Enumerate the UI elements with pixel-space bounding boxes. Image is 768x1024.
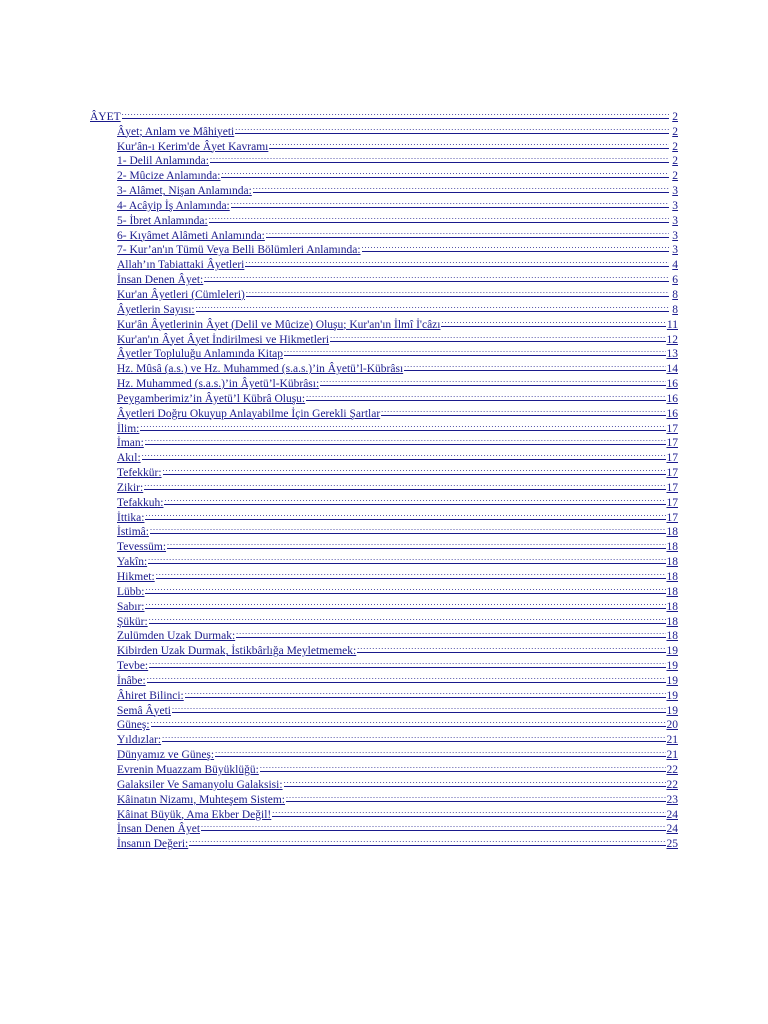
- toc-entry-title: Hz. Mûsâ (a.s.) ve Hz. Muhammed (s.a.s.)’in Âyetü’l-Kübrâsı: [117, 363, 404, 376]
- toc-entry-title: Tefekkür:: [117, 467, 162, 480]
- toc-entry-title: İnsan Denen Âyet:: [117, 274, 204, 287]
- dot-leader: [150, 520, 666, 535]
- toc-entry-title: Allah’ın Tabiattaki Âyetleri: [117, 259, 245, 272]
- toc-entry-link[interactable]: [90, 610, 678, 628]
- dot-leader: [164, 490, 665, 505]
- dot-leader: [253, 178, 669, 193]
- toc-entry-link[interactable]: [90, 699, 678, 717]
- dot-leader: [245, 252, 669, 267]
- toc-entry-page-number: 8: [672, 303, 678, 316]
- toc-entry-page-number: 19: [666, 689, 678, 702]
- toc-entry-title: Kâinat Büyük, Ama Ekber Değil!: [117, 808, 272, 821]
- toc-entry-title: 5- İbret Anlamında:: [117, 214, 208, 227]
- toc-entry-link[interactable]: [90, 728, 678, 747]
- dot-leader: [284, 342, 665, 357]
- toc-entry-title: Kur'ân Âyetlerinin Âyet (Delil ve Mûcize) Oluşu; Kur'an'ın İlmî İ'câzı: [117, 318, 441, 331]
- toc-entry-title: İstimâ:: [117, 526, 149, 539]
- toc-entry-page-number: 2: [672, 125, 678, 138]
- dot-leader: [147, 668, 666, 683]
- toc-entry-title: İlim:: [117, 422, 140, 435]
- dot-leader: [441, 312, 665, 327]
- toc-entry-page-number: 19: [666, 674, 678, 687]
- toc-entry-title: Kur'ân-ı Kerim'de Âyet Kavramı: [117, 140, 269, 153]
- toc-entry-title: İnsan Denen Âyet: [117, 823, 201, 836]
- toc-entry-page-number: 2: [672, 110, 678, 123]
- dot-leader: [156, 564, 666, 579]
- toc-entry-link[interactable]: [90, 432, 678, 450]
- toc-entry-title: Lübb:: [117, 585, 145, 598]
- dot-leader: [185, 683, 666, 698]
- toc-entry-title: Dünyamız ve Güneş:: [117, 749, 215, 762]
- toc-entry-title: 2- Mûcize Anlamında:: [117, 170, 221, 183]
- toc-entry-link[interactable]: [90, 714, 678, 732]
- toc-entry-page-number: 12: [666, 333, 678, 346]
- toc-entry-page-number: 21: [666, 749, 678, 762]
- toc-entry-title: Tevessüm:: [117, 541, 167, 554]
- toc-entry-link[interactable]: [90, 625, 678, 643]
- dot-leader: [320, 371, 665, 386]
- toc-entry-title: Zikir:: [117, 481, 144, 494]
- toc-entry-link[interactable]: [90, 669, 678, 687]
- dot-leader: [149, 653, 665, 668]
- toc-entry-page-number: 19: [666, 704, 678, 717]
- dot-leader: [162, 727, 665, 742]
- toc-entry-title: Kâinatın Nizamı, Muhteşem Sistem:: [117, 793, 286, 806]
- toc-entry-page-number: 3: [672, 214, 678, 227]
- toc-entry-link[interactable]: [90, 417, 678, 435]
- toc-entry-page-number: 17: [666, 481, 678, 494]
- toc-entry-page-number: 18: [666, 556, 678, 569]
- dot-leader: [201, 817, 665, 832]
- toc-entry-title: Âyetlerin Sayısı:: [117, 303, 195, 316]
- dot-leader: [151, 713, 666, 728]
- dot-leader: [140, 416, 665, 431]
- toc-entry-page-number: 3: [672, 229, 678, 242]
- dot-leader: [142, 445, 666, 460]
- toc-entry-link[interactable]: [90, 654, 678, 673]
- toc-entry-page-number: 19: [666, 660, 678, 673]
- dot-leader: [215, 742, 665, 757]
- dot-leader: [204, 267, 669, 282]
- toc-entry-page-number: 17: [666, 511, 678, 524]
- toc-entry-title: 7- Kur’an'ın Tümü Veya Belli Bölümleri Anlamında:: [117, 244, 361, 257]
- toc-entry-title: Tevbe:: [117, 660, 149, 673]
- dot-leader: [404, 356, 665, 371]
- dot-leader: [260, 757, 666, 772]
- toc-entry-title: 6- Kıyâmet Alâmeti Anlamında:: [117, 229, 265, 242]
- toc-entry-link[interactable]: [90, 120, 678, 138]
- toc-entry-page-number: 3: [672, 244, 678, 257]
- toc-entry-page-number: 11: [666, 318, 678, 331]
- dot-leader: [231, 193, 669, 208]
- toc-entry-page-number: 14: [666, 363, 678, 376]
- toc-entry-link[interactable]: [90, 446, 678, 465]
- toc-entry-page-number: 8: [672, 288, 678, 301]
- toc-entry-page-number: 24: [666, 823, 678, 836]
- toc-entry-title: Tefakkuh:: [117, 496, 164, 509]
- toc-entry-title: Kibirden Uzak Durmak, İstikbârlığa Meyletmemek:: [117, 645, 357, 658]
- toc-entry-title: İnsanın Değeri:: [117, 838, 189, 851]
- toc-entry-title: 1- Delil Anlamında:: [117, 155, 209, 168]
- toc-entry-page-number: 4: [672, 259, 678, 272]
- dot-leader: [330, 327, 665, 342]
- toc-entry-page-number: 2: [672, 155, 678, 168]
- toc-entry-page-number: 16: [666, 378, 678, 391]
- dot-leader: [149, 609, 666, 624]
- dot-leader: [172, 698, 666, 713]
- toc-entry-page-number: 17: [666, 422, 678, 435]
- toc-entry-title: Galaksiler Ve Samanyolu Galaksisi:: [117, 778, 283, 791]
- dot-leader: [167, 534, 665, 549]
- toc-entry-page-number: 23: [666, 793, 678, 806]
- toc-entry-page-number: 19: [666, 645, 678, 658]
- toc-entry-link[interactable]: [90, 550, 678, 569]
- toc-entry-title: İman:: [117, 437, 144, 450]
- dot-leader: [210, 149, 669, 164]
- toc-entry-page-number: 18: [666, 585, 678, 598]
- dot-leader: [357, 638, 665, 653]
- toc-entry-title: Evrenin Muazzam Büyüklüğü:: [117, 763, 259, 776]
- toc-entry-link[interactable]: [90, 565, 678, 583]
- toc-entry-link[interactable]: [90, 491, 678, 509]
- dot-leader: [122, 104, 669, 119]
- toc-entry-link[interactable]: [90, 535, 678, 554]
- toc-entry-title: Zulümden Uzak Durmak:: [117, 630, 236, 643]
- toc-entry-page-number: 18: [666, 600, 678, 613]
- toc-entry-link[interactable]: [90, 476, 678, 494]
- toc-entry-page-number: 3: [672, 199, 678, 212]
- toc-entry-page-number: 17: [666, 452, 678, 465]
- toc-entry-link[interactable]: [90, 595, 678, 613]
- toc-entry-page-number: 3: [672, 185, 678, 198]
- dot-leader: [221, 163, 669, 178]
- toc-entry-page-number: 2: [672, 140, 678, 153]
- toc-entry-page-number: 17: [666, 467, 678, 480]
- toc-entry-link[interactable]: [90, 743, 678, 762]
- toc-entry-title: Semâ Âyeti: [117, 704, 171, 717]
- toc-entry-title: Hikmet:: [117, 571, 155, 583]
- dot-leader: [306, 386, 665, 401]
- dot-leader: [144, 475, 665, 490]
- toc-entry-link[interactable]: [90, 684, 678, 702]
- dot-leader: [145, 431, 666, 446]
- toc-entry-page-number: 18: [666, 615, 678, 628]
- toc-entry-page-number: 22: [666, 763, 678, 776]
- toc-entry-link[interactable]: [90, 580, 678, 598]
- toc-entry-link[interactable]: [90, 105, 678, 123]
- toc-entry-title: İttika:: [117, 511, 145, 524]
- dot-leader: [145, 579, 665, 594]
- dot-leader: [196, 297, 669, 312]
- toc-entry-title: Kur'an Âyetleri (Cümleleri): [117, 288, 245, 301]
- toc-entry-title: Yakîn:: [117, 556, 148, 569]
- toc-entry-title: 4- Acâyip İş Anlamında:: [117, 199, 230, 212]
- dot-leader: [235, 119, 669, 134]
- toc-entry-page-number: 13: [666, 348, 678, 361]
- dot-leader: [189, 831, 665, 846]
- dot-leader: [145, 505, 665, 520]
- toc-entry-title: 3- Alâmet, Nişan Anlamında:: [117, 185, 252, 198]
- dot-leader: [266, 223, 669, 238]
- toc-entry-link[interactable]: [90, 506, 678, 524]
- toc-entry-page-number: 22: [666, 778, 678, 791]
- dot-leader: [272, 802, 665, 817]
- toc-entry-page-number: 18: [666, 571, 678, 583]
- toc-entry-title: Yıldızlar:: [117, 734, 162, 747]
- toc-entry-title: Âhiret Bilinci:: [117, 689, 184, 702]
- toc-entry-title: Âyetler Topluluğu Anlamında Kitap: [117, 348, 284, 361]
- toc-entry-page-number: 17: [666, 437, 678, 450]
- dot-leader: [163, 460, 666, 475]
- toc-entry-title: İnâbe:: [117, 674, 146, 687]
- toc-entry-page-number: 25: [666, 838, 678, 851]
- toc-entry-title: Kur'an'ın Âyet Âyet İndirilmesi ve Hikmetleri: [117, 333, 330, 346]
- toc-entry-page-number: 18: [666, 541, 678, 554]
- toc-entry-title: Hz. Muhammed (s.a.s.)’in Âyetü’l-Kübrâsı:: [117, 378, 320, 391]
- dot-leader: [284, 772, 666, 787]
- toc-entry-title: ÂYET: [90, 110, 121, 123]
- table-of-contents: [90, 105, 678, 851]
- toc-entry-title: Âyetleri Doğru Okuyup Anlayabilme İçin Gerekli Şartlar: [117, 407, 381, 420]
- dot-leader: [362, 238, 669, 253]
- toc-entry-page-number: 16: [666, 407, 678, 420]
- toc-entry-title: Sabır:: [117, 600, 145, 613]
- dot-leader: [148, 549, 665, 564]
- dot-leader: [209, 208, 669, 223]
- toc-entry-page-number: 18: [666, 526, 678, 539]
- dot-leader: [145, 594, 665, 609]
- toc-entry-page-number: 20: [666, 719, 678, 732]
- toc-entry-page-number: 6: [672, 274, 678, 287]
- toc-entry-page-number: 16: [666, 392, 678, 405]
- toc-entry-title: Güneş:: [117, 719, 150, 732]
- toc-entry-link[interactable]: [90, 461, 678, 480]
- toc-entry-page-number: 21: [666, 734, 678, 747]
- toc-entry-link[interactable]: [90, 521, 678, 539]
- dot-leader: [236, 624, 665, 639]
- toc-entry-page-number: 17: [666, 496, 678, 509]
- toc-entry-page-number: 2: [672, 170, 678, 183]
- dot-leader: [381, 401, 665, 416]
- toc-entry-title: Peygamberimiz’in Âyetü’l Kübrâ Oluşu:: [117, 392, 306, 405]
- dot-leader: [269, 134, 669, 149]
- toc-entry-title: Akıl:: [117, 452, 141, 465]
- dot-leader: [286, 787, 665, 802]
- dot-leader: [246, 282, 669, 297]
- toc-entry-title: Şükür:: [117, 615, 148, 628]
- toc-entry-page-number: 18: [666, 630, 678, 643]
- toc-entry-title: Âyet; Anlam ve Mâhiyeti: [117, 125, 235, 138]
- toc-entry-page-number: 24: [666, 808, 678, 821]
